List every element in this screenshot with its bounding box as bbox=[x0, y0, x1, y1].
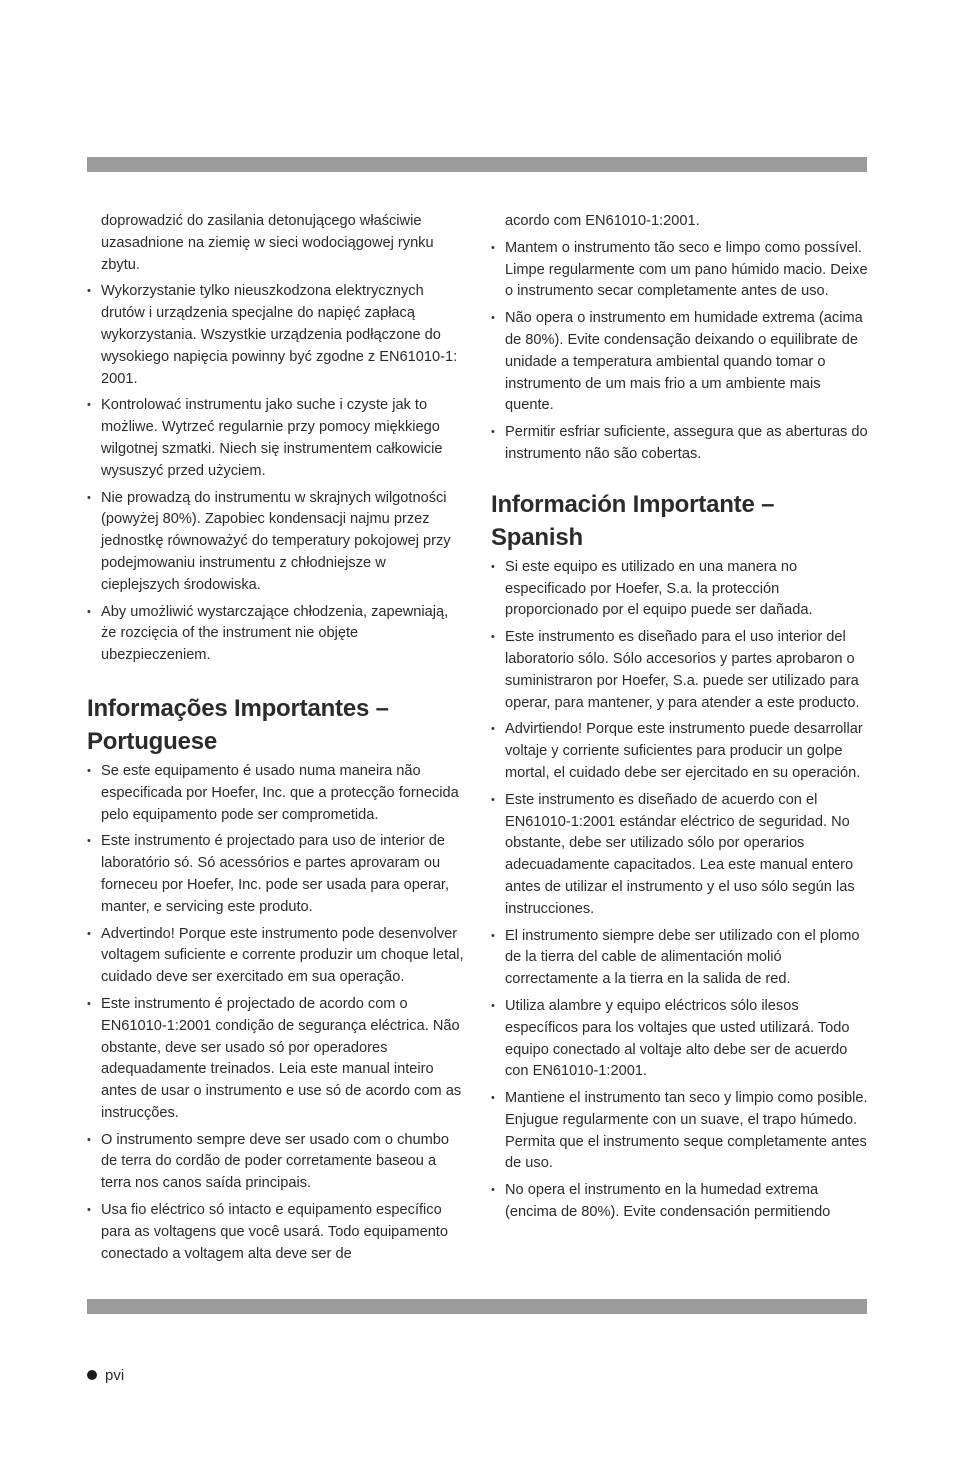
list-item: • Este instrumento é projectado para uso de interior de laboratório só. Só acessórios e partes aprovaram ou forneceu por Hoefer, Inc. pode ser usada para operar, manter, e servicing este produto. bbox=[87, 831, 465, 918]
page-number: pvi bbox=[105, 1367, 125, 1384]
polish-safety-list bbox=[87, 281, 465, 667]
list-item: • O instrumento sempre deve ser usado com o chumbo de terra do cordão de poder corretamente baseou a terra nos canos saída principais. bbox=[87, 1130, 465, 1195]
list-item: • Permitir esfriar suficiente, assegura que as aberturas do instrumento não são cobertas. bbox=[491, 422, 869, 466]
continued-text: acordo com EN61010-1:2001. bbox=[505, 213, 700, 229]
list-item: • Não opera o instrumento em humidade extrema (acima de 80%). Evite condensação deixando o equilibrate de unidade a temperatura ambiental quando tomar o instrumento de um mais frio a um ambiente mais quente. bbox=[491, 308, 869, 417]
list-item: • Este instrumento es diseñado de acuerdo con el EN61010-1:2001 estándar eléctrico de seguridad. No obstante, debe ser utilizado sólo por operarios adecuadamente capacitados. Lea este manual entero antes de utilizar el instrumento y el uso sólo según las instrucciones. bbox=[491, 790, 869, 921]
list-item: • Se este equipamento é usado numa maneira não especificada por Hoefer, Inc. que a protecção fornecida pelo equipamento pode ser comprometida. bbox=[87, 761, 465, 826]
list-item: • Este instrumento es diseñado para el uso interior del laboratorio sólo. Sólo accesorios y partes aprobaron o suministraron por Hoefer, S.a. puede ser utilizado para operar, para mantener, y para atender a este producto. bbox=[491, 627, 869, 714]
list-item: • Este instrumento é projectado de acordo com o EN61010-1:2001 condição de segurança eléctrica. Não obstante, deve ser usado só por operadores adequadamente treinados. Leia este manual inteiro antes de usar o instrumento e use só de acordo com as instrucções. bbox=[87, 994, 465, 1125]
list-item: • Mantiene el instrumento tan seco y limpio como posible. Enjugue regularmente con un suave, el trapo húmedo. Permita que el instrumento seque completamente antes de uso. bbox=[491, 1088, 869, 1175]
right-column bbox=[491, 211, 869, 1229]
list-item: • Utiliza alambre y equipo eléctricos sólo ilesos específicos para los voltajes que usted utilizará. Todo equipo conectado al voltaje alto debe ser de acuerdo con EN61010-1:2001. bbox=[491, 996, 869, 1083]
list-item: • Kontrolować instrumentu jako suche i czyste jak to możliwe. Wytrzeć regularnie przy pomocy miękkiego wilgotnej szmatki. Niech się instrumentem całkowicie wysuszyć przed użyciem. bbox=[87, 395, 465, 482]
page-footer bbox=[87, 1367, 124, 1384]
spanish-safety-list bbox=[491, 557, 869, 1224]
portuguese-safety-list-continued bbox=[491, 238, 869, 466]
section-heading-portuguese: Informações Importantes – Portuguese bbox=[87, 694, 389, 755]
left-column bbox=[87, 211, 465, 1270]
footer-rule bbox=[87, 1299, 867, 1314]
list-item: • No opera el instrumento en la humedad extrema (encima de 80%). Evite condensación permitiendo bbox=[491, 1180, 869, 1224]
list-item: • Usa fio eléctrico só intacto e equipamento específico para as voltagens que você usará. Todo equipamento conectado a voltagem alta deve ser de bbox=[87, 1200, 465, 1265]
list-item: • Mantem o instrumento tão seco e limpo como possível. Limpe regularmente com um pano húmido macio. Deixe o instrumento secar completamente antes de uso. bbox=[491, 238, 869, 303]
list-item: • Advertindo! Porque este instrumento pode desenvolver voltagem suficiente e corrente produzir um choque letal, cuidado deve ser exercitado em sua operação. bbox=[87, 924, 465, 989]
list-item: • Aby umożliwić wystarczające chłodzenia, zapewniają, że rozcięcia of the instrument nie objęte ubezpieczeniem. bbox=[87, 602, 465, 667]
bullet-dot-icon bbox=[87, 1370, 97, 1380]
list-item: • Wykorzystanie tylko nieuszkodzona elektrycznych drutów i urządzenia specjalne do napięć zapłacą wykorzystania. Wszystkie urządzenia podłączone do wysokiego napięcia powinny być zgodne z EN61010-1: 2001. bbox=[87, 281, 465, 390]
list-item: • Si este equipo es utilizado en una manera no especificado por Hoefer, S.a. la protección proporcionado por el equipo puede ser dañada. bbox=[491, 557, 869, 622]
list-item: • El instrumento siempre debe ser utilizado con el plomo de la tierra del cable de alimentación molió correctamente a la tierra en la salida de red. bbox=[491, 926, 869, 991]
continued-text: doprowadzić do zasilania detonującego właściwie uzasadnione na ziemię w sieci wodociągowej rynku zbytu. bbox=[101, 213, 434, 273]
list-item: • Advirtiendo! Porque este instrumento puede desarrollar voltaje y corriente suficientes para producir un golpe mortal, el cuidado debe ser ejercitado en su operación. bbox=[491, 719, 869, 784]
portuguese-safety-list bbox=[87, 761, 465, 1266]
header-rule bbox=[87, 157, 867, 172]
list-item: • Nie prowadzą do instrumentu w skrajnych wilgotności (powyżej 80%). Zapobiec kondensacji najmu przez jednostkę równoważyć do temperatury pokojowej przy podejmowaniu instrumentu z chłodniejsze w cieplejszych środowiska. bbox=[87, 488, 465, 597]
section-heading-spanish: Información Importante – Spanish bbox=[491, 490, 775, 551]
